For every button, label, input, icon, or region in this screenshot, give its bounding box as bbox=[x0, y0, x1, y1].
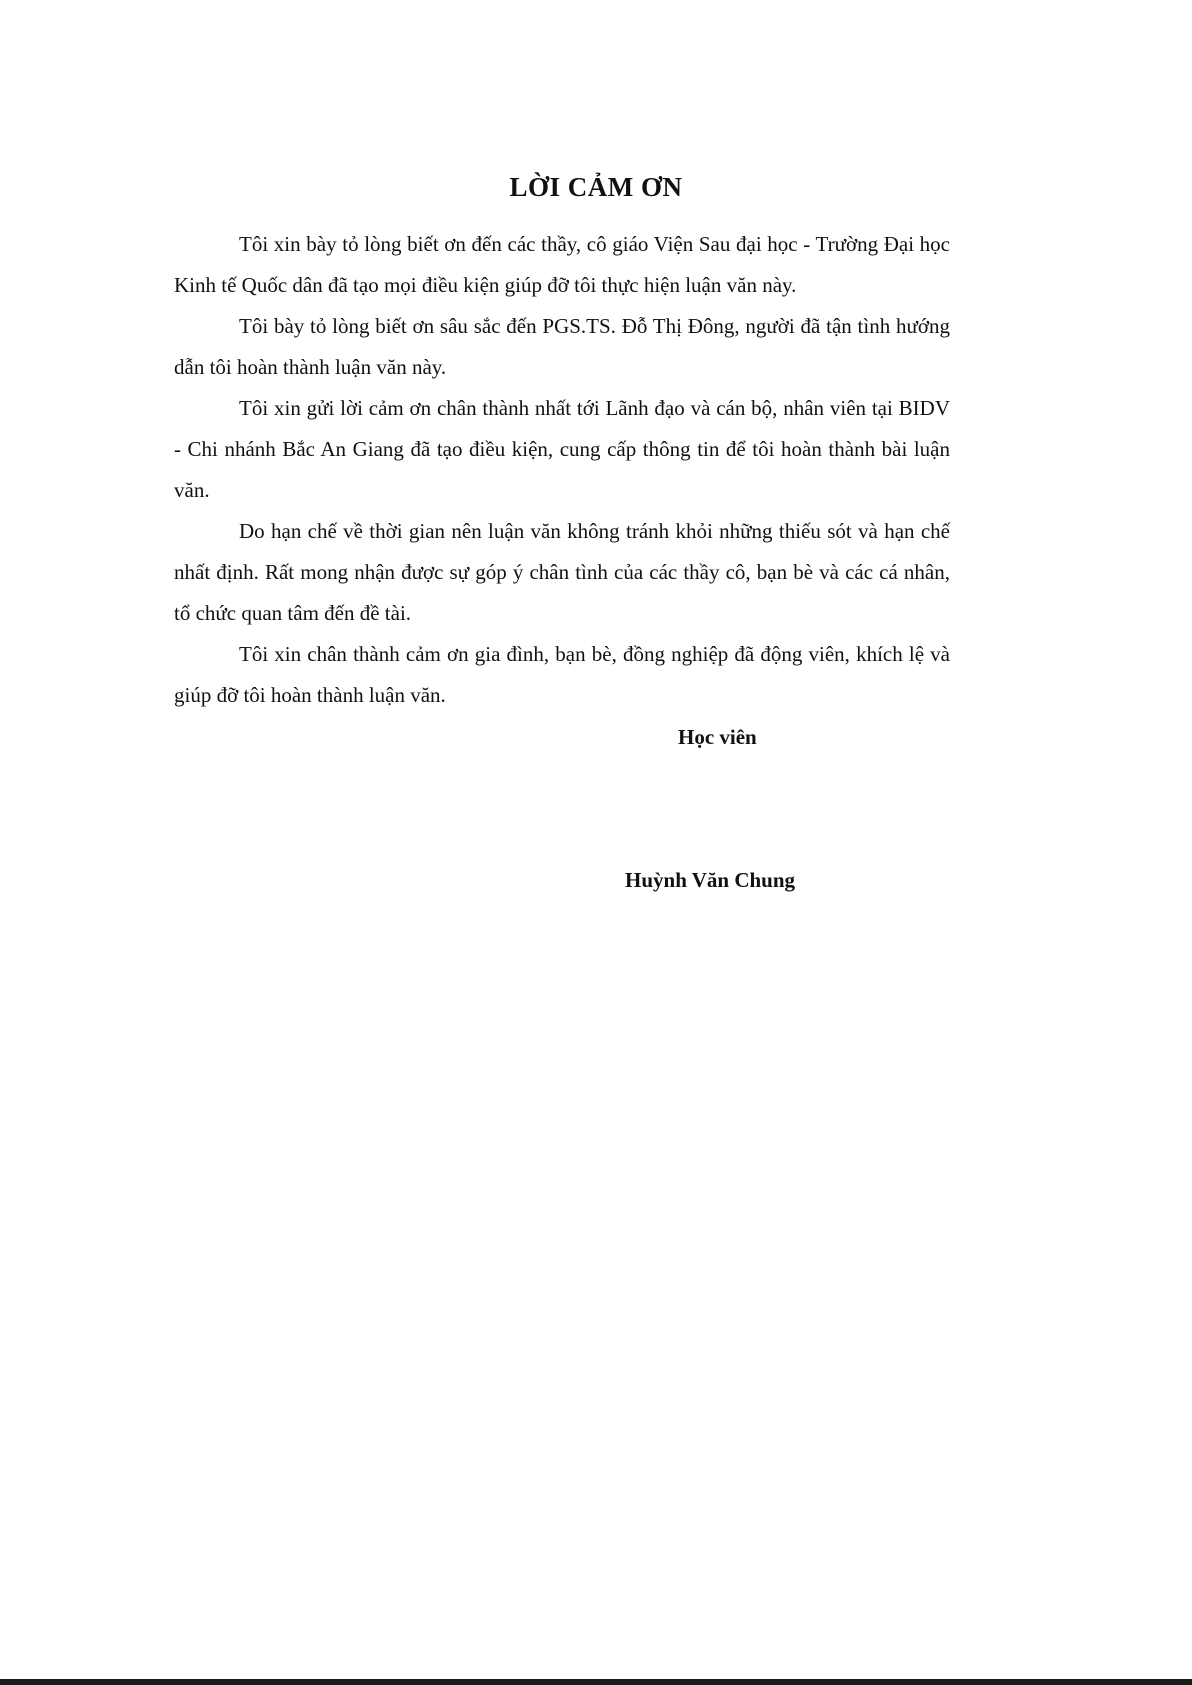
signer-name: Huỳnh Văn Chung bbox=[625, 868, 796, 892]
paragraph: Do hạn chế về thời gian nên luận văn không tránh khỏi những thiếu sót và hạn chế nhất định. Rất mong nhận được sự góp ý chân tình của các thầy cô, bạn bè và các cá nhân, tổ chức quan tâm đến đề tài. bbox=[174, 519, 950, 625]
paragraph: Tôi xin bày tỏ lòng biết ơn đến các thầy, cô giáo Viện Sau đại học - Trường Đại học Kinh tế Quốc dân đã tạo mọi điều kiện giúp đỡ tôi thực hiện luận văn này. bbox=[174, 232, 950, 297]
page-bottom-edge bbox=[0, 1679, 1192, 1685]
paragraph: Tôi xin chân thành cảm ơn gia đình, bạn bè, đồng nghiệp đã động viên, khích lệ và giúp đỡ tôi hoàn thành luận văn. bbox=[174, 642, 950, 707]
page-title: LỜI CẢM ƠN bbox=[509, 172, 683, 202]
paragraph: Tôi xin gửi lời cảm ơn chân thành nhất tới Lãnh đạo và cán bộ, nhân viên tại BIDV - Chi nhánh Bắc An Giang đã tạo điều kiện, cung cấp thông tin để tôi hoàn thành bài luận văn. bbox=[174, 396, 950, 502]
acknowledgement-body bbox=[174, 224, 950, 716]
signer-role: Học viên bbox=[678, 725, 757, 749]
paragraph: Tôi bày tỏ lòng biết ơn sâu sắc đến PGS.TS. Đỗ Thị Đông, người đã tận tình hướng dẫn tôi hoàn thành luận văn này. bbox=[174, 314, 950, 379]
